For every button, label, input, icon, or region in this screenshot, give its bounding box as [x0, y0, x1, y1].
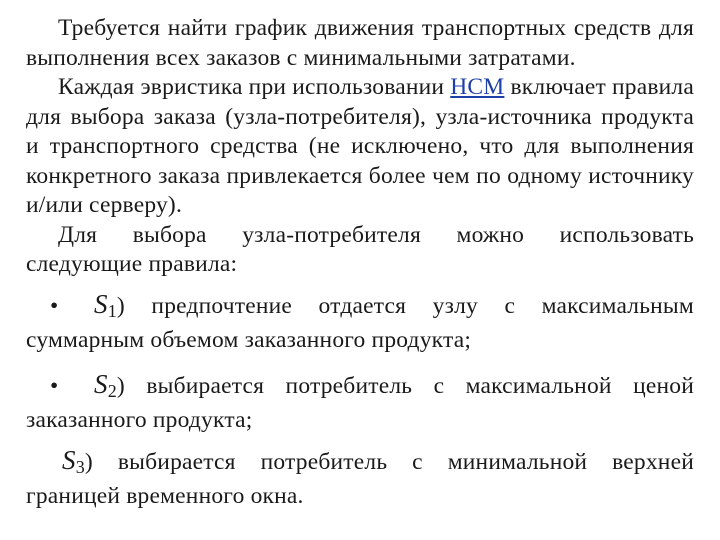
rule-s2	[26, 370, 694, 436]
paragraph-heuristics-text-end: включает правила для выбора заказа (узла-потребителя), узла-источника продукта и транспортного средства (не исключено, что для выполнения конкретного заказа привлекается более чем по одному источнику и/или серверу).	[26, 74, 694, 218]
rule-s1	[26, 290, 694, 356]
rule-symbol-letter: S	[62, 444, 76, 475]
bullet-icon: •	[50, 372, 59, 399]
hcm-link[interactable]: HCM	[450, 74, 505, 100]
rule-text: ) выбирается потребитель с максимальной ценой заказанного продукта;	[26, 372, 694, 433]
rule-text: ) предпочтение отдается узлу с максимальным суммарным объемом заказанного продукта;	[26, 292, 694, 353]
paragraph-heuristics-text-start: Каждая эвристика при использовании	[58, 74, 451, 100]
rule-symbol	[94, 369, 117, 399]
rule-text: ) выбирается потребитель с минимальной верхней границей временного окна.	[26, 448, 694, 509]
rule-symbol	[94, 289, 117, 319]
paragraph-rules-intro: Для выбора узла-потребителя можно использовать следующие правила:	[26, 221, 694, 277]
rule-s3	[26, 446, 694, 512]
rule-symbol-index: 1	[107, 300, 117, 321]
rule-symbol-letter: S	[94, 288, 108, 319]
rule-symbol-letter: S	[94, 368, 108, 399]
paragraph-problem-statement: Требуется найти график движения транспортных средств для выполнения всех заказов с минимальными затратами.	[26, 15, 694, 71]
rule-symbol	[62, 445, 85, 475]
rule-symbol-index: 2	[107, 380, 117, 401]
paragraph-heuristics	[26, 73, 694, 221]
bullet-icon: •	[50, 292, 59, 319]
document-page	[26, 14, 694, 512]
rule-symbol-index: 3	[75, 456, 85, 477]
